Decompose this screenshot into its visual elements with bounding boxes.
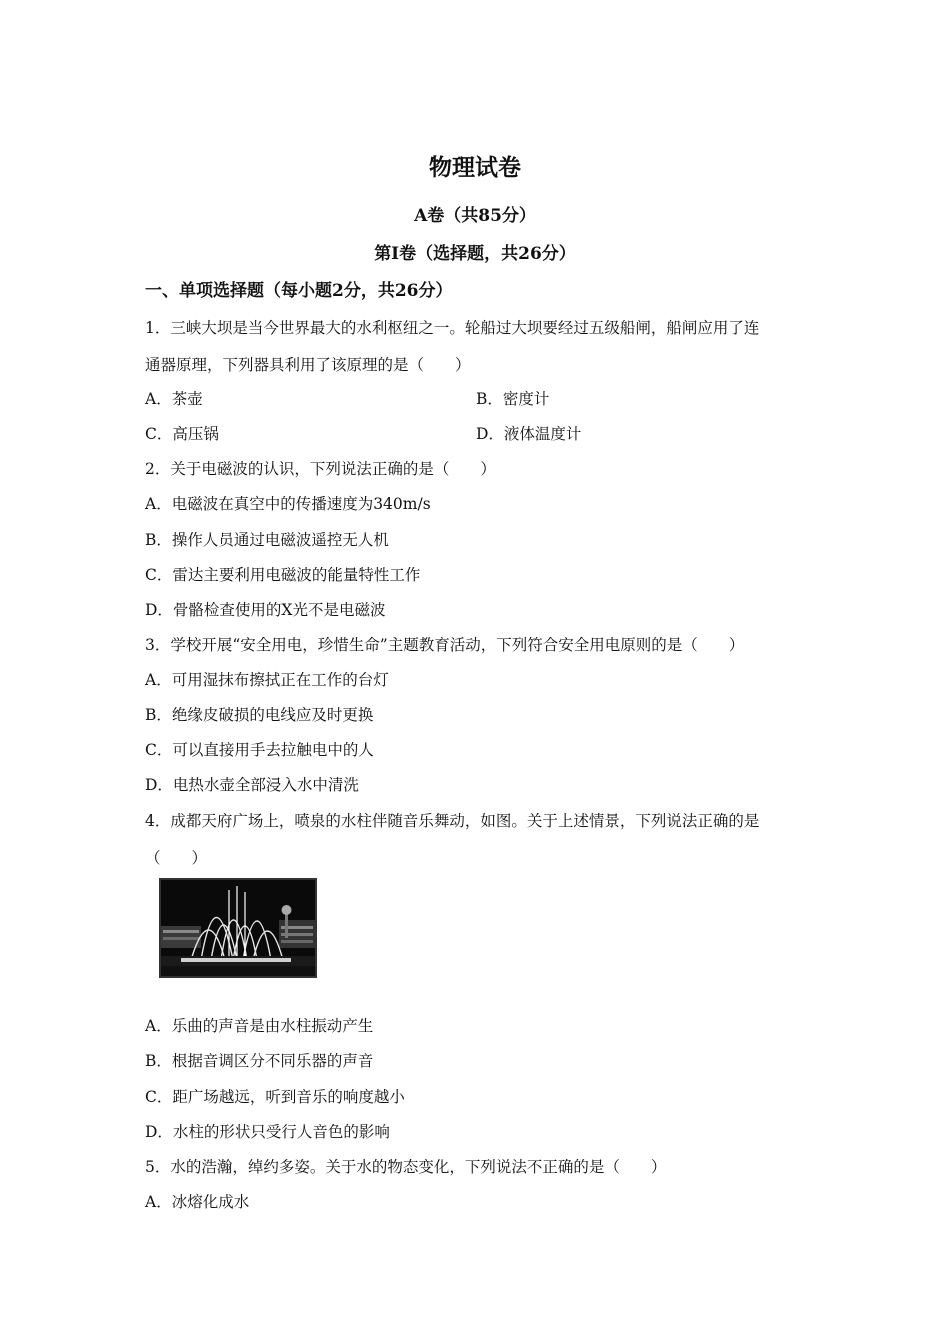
page-title: 物理试卷 [429, 154, 521, 181]
q1-option-a: A．茶壶 [145, 390, 203, 408]
part-1-heading: 第Ⅰ卷（选择题，共26分） [374, 244, 576, 264]
q5-option-a: A．冰熔化成水 [145, 1193, 250, 1211]
q4-option-c: C．距广场越远，听到音乐的响度越小 [145, 1088, 405, 1106]
q2-stem: 2．关于电磁波的认识，下列说法正确的是（ ） [145, 460, 496, 478]
q2-option-c: C．雷达主要利用电磁波的能量特性工作 [145, 566, 421, 584]
q3-stem: 3．学校开展“安全用电，珍惜生命”主题教育活动，下列符合安全用电原则的是（ ） [145, 636, 745, 654]
q2-option-a: A．电磁波在真空中的传播速度为340m/s [145, 495, 431, 513]
q2-option-b: B．操作人员通过电磁波遥控无人机 [145, 531, 389, 549]
q3-option-a: A．可用湿抹布擦拭正在工作的台灯 [145, 671, 389, 689]
part-a-heading: A卷（共85分） [414, 206, 536, 226]
fountain-photo [159, 878, 317, 978]
q4-stem-line1: 4．成都天府广场上，喷泉的水柱伴随音乐舞动，如图。关于上述情景，下列说法正确的是 [145, 812, 760, 830]
section-heading: 一、单项选择题（每小题2分，共26分） [145, 281, 453, 301]
q3-option-d: D．电热水壶全部浸入水中清洗 [145, 776, 359, 794]
q5-stem: 5．水的浩瀚，绰约多姿。关于水的物态变化，下列说法不正确的是（ ） [145, 1158, 667, 1176]
q3-option-b: B．绝缘皮破损的电线应及时更换 [145, 706, 374, 724]
q3-option-c: C．可以直接用手去拉触电中的人 [145, 741, 374, 759]
q1-option-d: D．液体温度计 [476, 425, 582, 443]
q4-option-a: A．乐曲的声音是由水柱振动产生 [145, 1017, 374, 1035]
q1-stem-line2: 通器原理，下列器具利用了该原理的是（ ） [145, 356, 471, 374]
q2-option-d: D．骨骼检查使用的X光不是电磁波 [145, 601, 386, 619]
q1-option-c: C．高压锅 [145, 425, 219, 443]
q1-option-b: B．密度计 [476, 390, 550, 408]
q4-option-b: B．根据音调区分不同乐器的声音 [145, 1052, 374, 1070]
q4-option-d: D．水柱的形状只受行人音色的影响 [145, 1123, 390, 1141]
q4-stem-line2: （ ） [145, 849, 208, 867]
q1-stem-line1: 1．三峡大坝是当今世界最大的水利枢纽之一。轮船过大坝要经过五级船闸，船闸应用了连 [145, 319, 760, 337]
